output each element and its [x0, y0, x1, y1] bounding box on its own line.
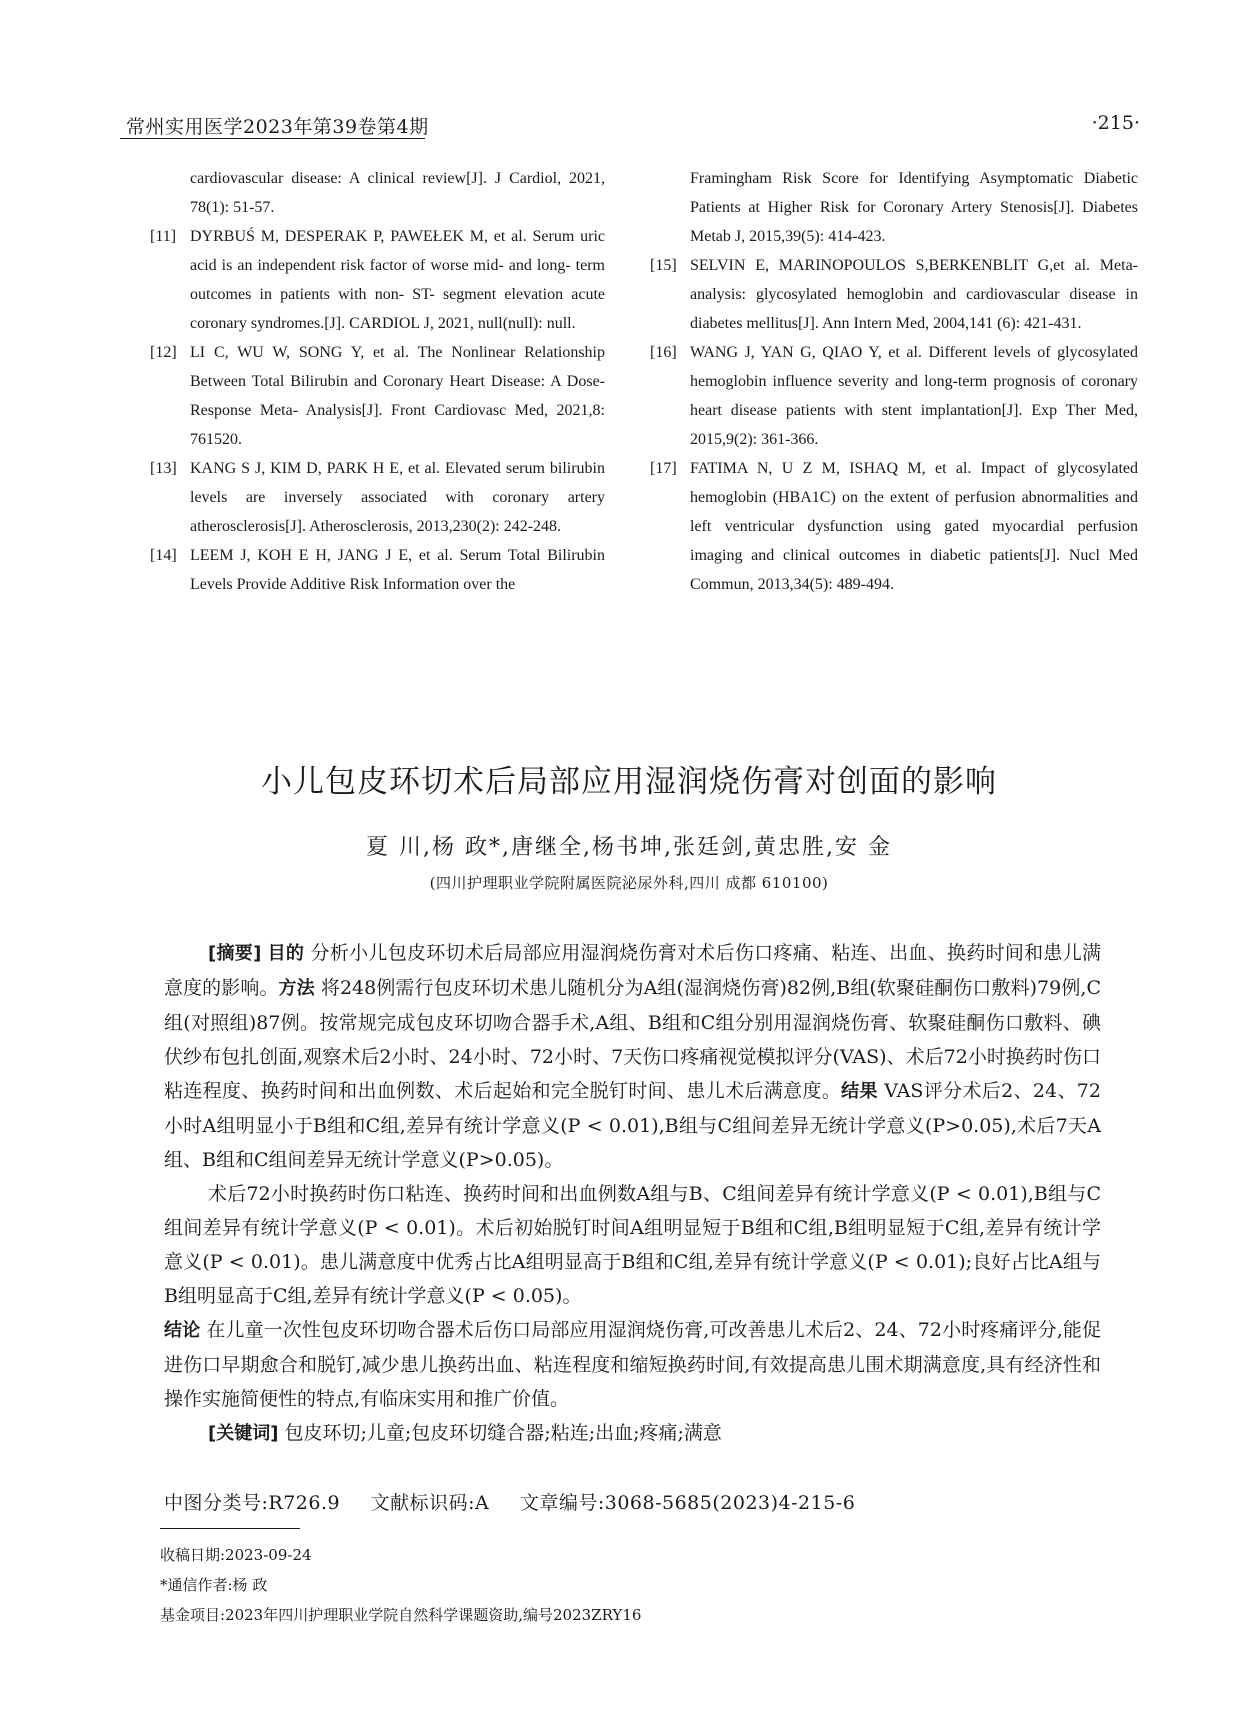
references-left-column	[150, 164, 605, 599]
reference-item: [13] KANG S J, KIM D, PARK H E, et al. Elevated serum bilirubin levels are inversely associated with coronary artery atherosclerosis[J]. Atherosclerosis, 2013,230(2): 242-248.	[150, 460, 605, 535]
document-code: 文献标识码:A	[370, 1492, 490, 1514]
abstract-label: [摘要]	[208, 943, 262, 964]
method-text: 将248例需行包皮环切术患儿随机分为A组(湿润烧伤膏)82例,B组(软聚硅酮伤口敷料)79例,C组(对照组)87例。按常规完成包皮环切吻合器手术,A组、B组和C组分别用湿润烧伤膏、软聚硅酮伤口敷料、碘伏纱布包扎创面,观察术后2小时、24小时、72小时、7天伤口疼痛视觉模拟评分(VAS)、术后72小时换药时伤口粘连程度、换药时间和出血例数、术后起始和完全脱钉时间、患儿术后满意度。	[164, 977, 1101, 1102]
fund-project: 基金项目:2023年四川护理职业学院自然科学课题资助,编号2023ZRY16	[160, 1606, 642, 1624]
reference-item: [11] DYRBUŚ M, DESPERAK P, PAWEŁEK M, et al. Serum uric acid is an independent risk factor of worse mid- and long- term outcomes in patients with non- ST- segment elevation acute coronary syndromes.[J]. CARDIOL J, 2021, null(null): null.	[150, 228, 605, 332]
reference-item: cardiovascular disease: A clinical review[J]. J Cardiol, 2021, 78(1): 51-57.	[190, 170, 605, 216]
corresponding-author: *通信作者:杨 政	[160, 1576, 268, 1594]
conclusion-label: 结论	[164, 1320, 201, 1341]
footnote-rule	[160, 1528, 300, 1529]
result-text: VAS评分术后2、24、72小时A组明显小于B组和C组,差异有统计学意义(P < 0.01),B组与C组间差异无统计学意义(P>0.05),术后7天A组、B组和C组间差异无统计学意义(P>0.05)。	[164, 1080, 1101, 1171]
journal-name: 常州实用医学2023年第39卷第4期	[126, 116, 429, 138]
references-right-column	[650, 164, 1138, 599]
abstract-paragraph	[164, 936, 1101, 1177]
reference-item: [12] LI C, WU W, SONG Y, et al. The Nonlinear Relationship Between Total Bilirubin and Coronary Heart Disease: A Dose- Response Meta- Analysis[J]. Front Cardiovasc Med, 2021,8: 761520.	[150, 344, 605, 448]
keywords-paragraph	[164, 1416, 1101, 1451]
conclusion-paragraph	[164, 1313, 1101, 1416]
header-rule	[120, 138, 425, 139]
reference-item: [16] WANG J, YAN G, QIAO Y, et al. Different levels of glycosylated hemoglobin influence severity and long-term prognosis of coronary heart disease patients with stent implantation[J]. Exp Ther Med, 2015,9(2): 361-366.	[650, 344, 1138, 448]
method-label: 方法	[278, 978, 315, 999]
article-number: 文章编号:3068-5685(2023)4-215-6	[519, 1492, 856, 1514]
result-label: 结果	[841, 1081, 878, 1102]
author-affiliation: (四川护理职业学院附属医院泌尿外科,四川 成都 610100)	[429, 874, 829, 892]
reference-item: [15] SELVIN E, MARINOPOULOS S,BERKENBLIT G,et al. Meta-analysis: glycosylated hemoglobin and cardiovascular disease in diabetes mellitus[J]. Ann Intern Med, 2004,141 (6): 421-431.	[650, 257, 1138, 332]
keywords-text: 包皮环切;儿童;包皮环切缝合器;粘连;出血;疼痛;满意	[284, 1422, 722, 1444]
running-header	[120, 112, 1140, 142]
objective-label: 目的	[267, 943, 305, 964]
article-title: 小儿包皮环切术后局部应用湿润烧伤膏对创面的影响	[261, 764, 997, 800]
reference-item: Framingham Risk Score for Identifying Asymptomatic Diabetic Patients at Higher Risk for Coronary Artery Stenosis[J]. Diabetes Metab J, 2015,39(5): 414-423.	[690, 170, 1138, 245]
classification-line	[164, 1488, 1101, 1515]
reference-item: [14] LEEM J, KOH E H, JANG J E, et al. Serum Total Bilirubin Levels Provide Additive Risk Information over the	[150, 547, 605, 593]
clc-number: 中图分类号:R726.9	[164, 1492, 341, 1514]
conclusion-text: 在儿童一次性包皮环切吻合器术后伤口局部应用湿润烧伤膏,可改善患儿术后2、24、72小时疼痛评分,能促进伤口早期愈合和脱钉,减少患儿换药出血、粘连程度和缩短换药时间,有效提高患儿围术期满意度,具有经济性和操作实施简便性的特点,有临床实用和推广价值。	[164, 1319, 1101, 1410]
reference-item: [17] FATIMA N, U Z M, ISHAQ M, et al. Impact of glycosylated hemoglobin (HBA1C) on the extent of perfusion abnormalities and left ventricular dysfunction using gated myocardial perfusion imaging and clinical outcomes in diabetic patients[J]. Nucl Med Commun, 2013,34(5): 489-494.	[650, 460, 1138, 593]
result-text-continued: 术后72小时换药时伤口粘连、换药时间和出血例数A组与B、C组间差异有统计学意义(P < 0.01),B组与C组间差异有统计学意义(P < 0.01)。术后初始脱钉时间A组明显短于B组和C组,B组明显短于C组,差异有统计学意义(P < 0.01)。患儿满意度中优秀占比A组明显高于B组和C组,差异有统计学意义(P < 0.01);良好占比A组与B组明显高于C组,差异有统计学意义(P < 0.05)。	[164, 1183, 1101, 1307]
received-date: 收稿日期:2023-09-24	[160, 1546, 312, 1564]
abstract	[164, 936, 1101, 1451]
page-number: ·215·	[1091, 112, 1140, 134]
abstract-paragraph	[164, 1177, 1101, 1313]
keywords-label: [关键词]	[208, 1423, 279, 1444]
objective-text: 分析小儿包皮环切术后局部应用湿润烧伤膏对术后伤口疼痛、粘连、出血、换药时间和患儿满意度的影响。	[164, 942, 1101, 999]
article-authors: 夏 川,杨 政*,唐继全,杨书坤,张廷剑,黄忠胜,安 金	[366, 835, 892, 860]
